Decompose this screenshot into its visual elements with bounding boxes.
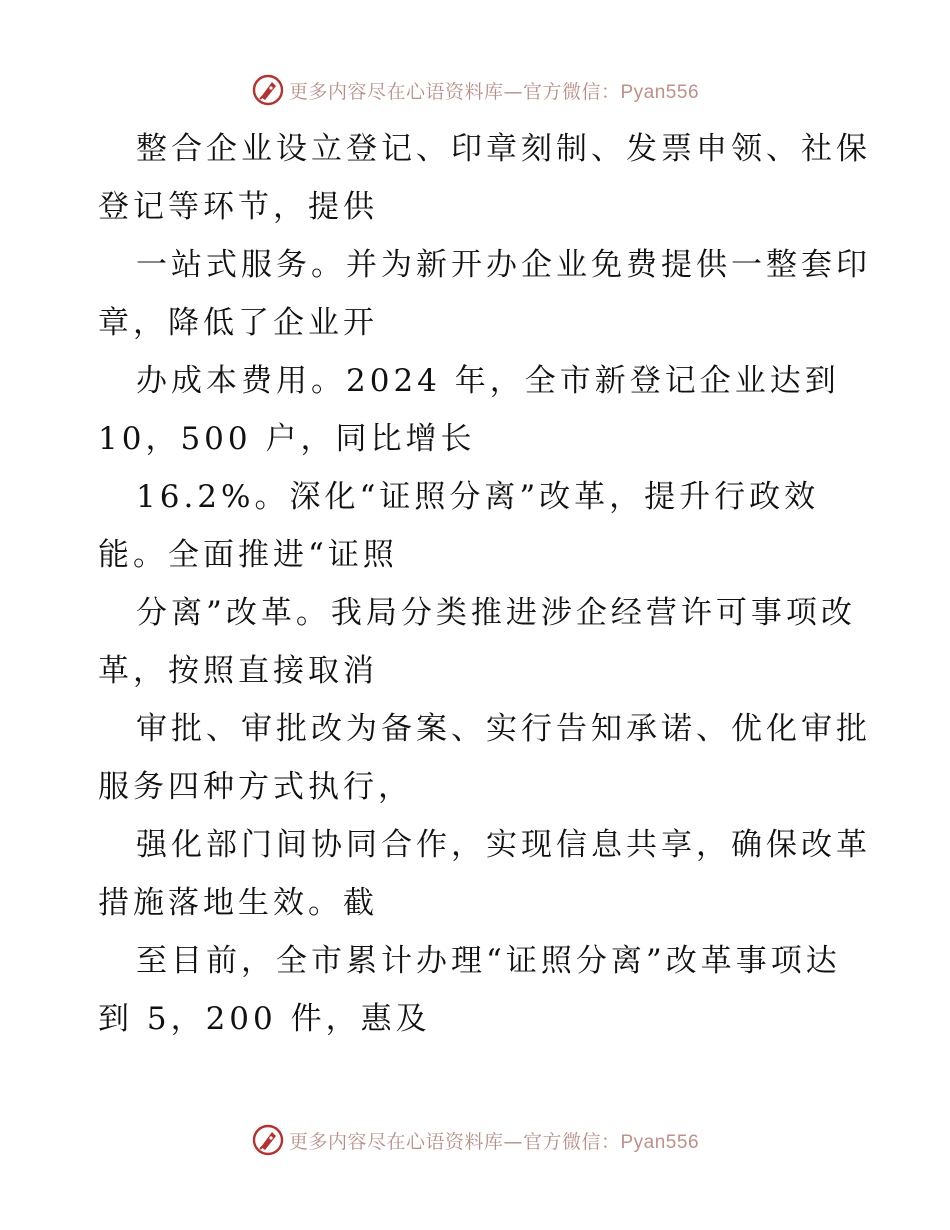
watermark-label: 更多内容尽在心语资料库—官方微信： (288, 1130, 621, 1153)
pen-nib-logo-icon (251, 1123, 285, 1157)
text-line: 审批、审批改为备案、实行告知承诺、优化审批 (136, 711, 871, 747)
text-line: 至目前，全市累计办理“证照分离”改革事项达 (136, 943, 841, 979)
watermark-label: 更多内容尽在心语资料库—官方微信： (288, 80, 621, 103)
pen-nib-logo-icon (251, 73, 285, 107)
text-line: 措施落地生效。截 (98, 885, 378, 921)
text-line: 能。全面推进“证照 (98, 537, 398, 573)
text-line: 登记等环节，提供 (98, 189, 378, 225)
header-watermark (0, 70, 950, 110)
document-body (98, 120, 871, 1048)
text-line: 10，500 户，同比增长 (98, 421, 476, 457)
watermark-wechat-id: Pyan556 (620, 1131, 700, 1153)
watermark-wechat-id: Pyan556 (620, 81, 700, 103)
watermark-text (289, 77, 699, 104)
text-line: 服务四种方式执行， (98, 769, 413, 805)
watermark-text (289, 1127, 699, 1154)
footer-watermark (0, 1120, 950, 1160)
text-line: 到 5，200 件，惠及 (98, 1001, 431, 1037)
text-line: 强化部门间协同合作，实现信息共享，确保改革 (136, 827, 871, 863)
text-line: 办成本费用。2024 年，全市新登记企业达到 (136, 363, 840, 399)
text-line: 16.2%。深化“证照分离”改革，提升行政效 (136, 479, 820, 515)
text-line: 分离”改革。我局分类推进涉企经营许可事项改 (136, 595, 856, 631)
text-line: 一站式服务。并为新开办企业免费提供一整套印 (136, 247, 871, 283)
text-line: 章，降低了企业开 (98, 305, 378, 341)
text-line: 革，按照直接取消 (98, 653, 378, 689)
text-line: 整合企业设立登记、印章刻制、发票申领、社保 (136, 131, 871, 167)
